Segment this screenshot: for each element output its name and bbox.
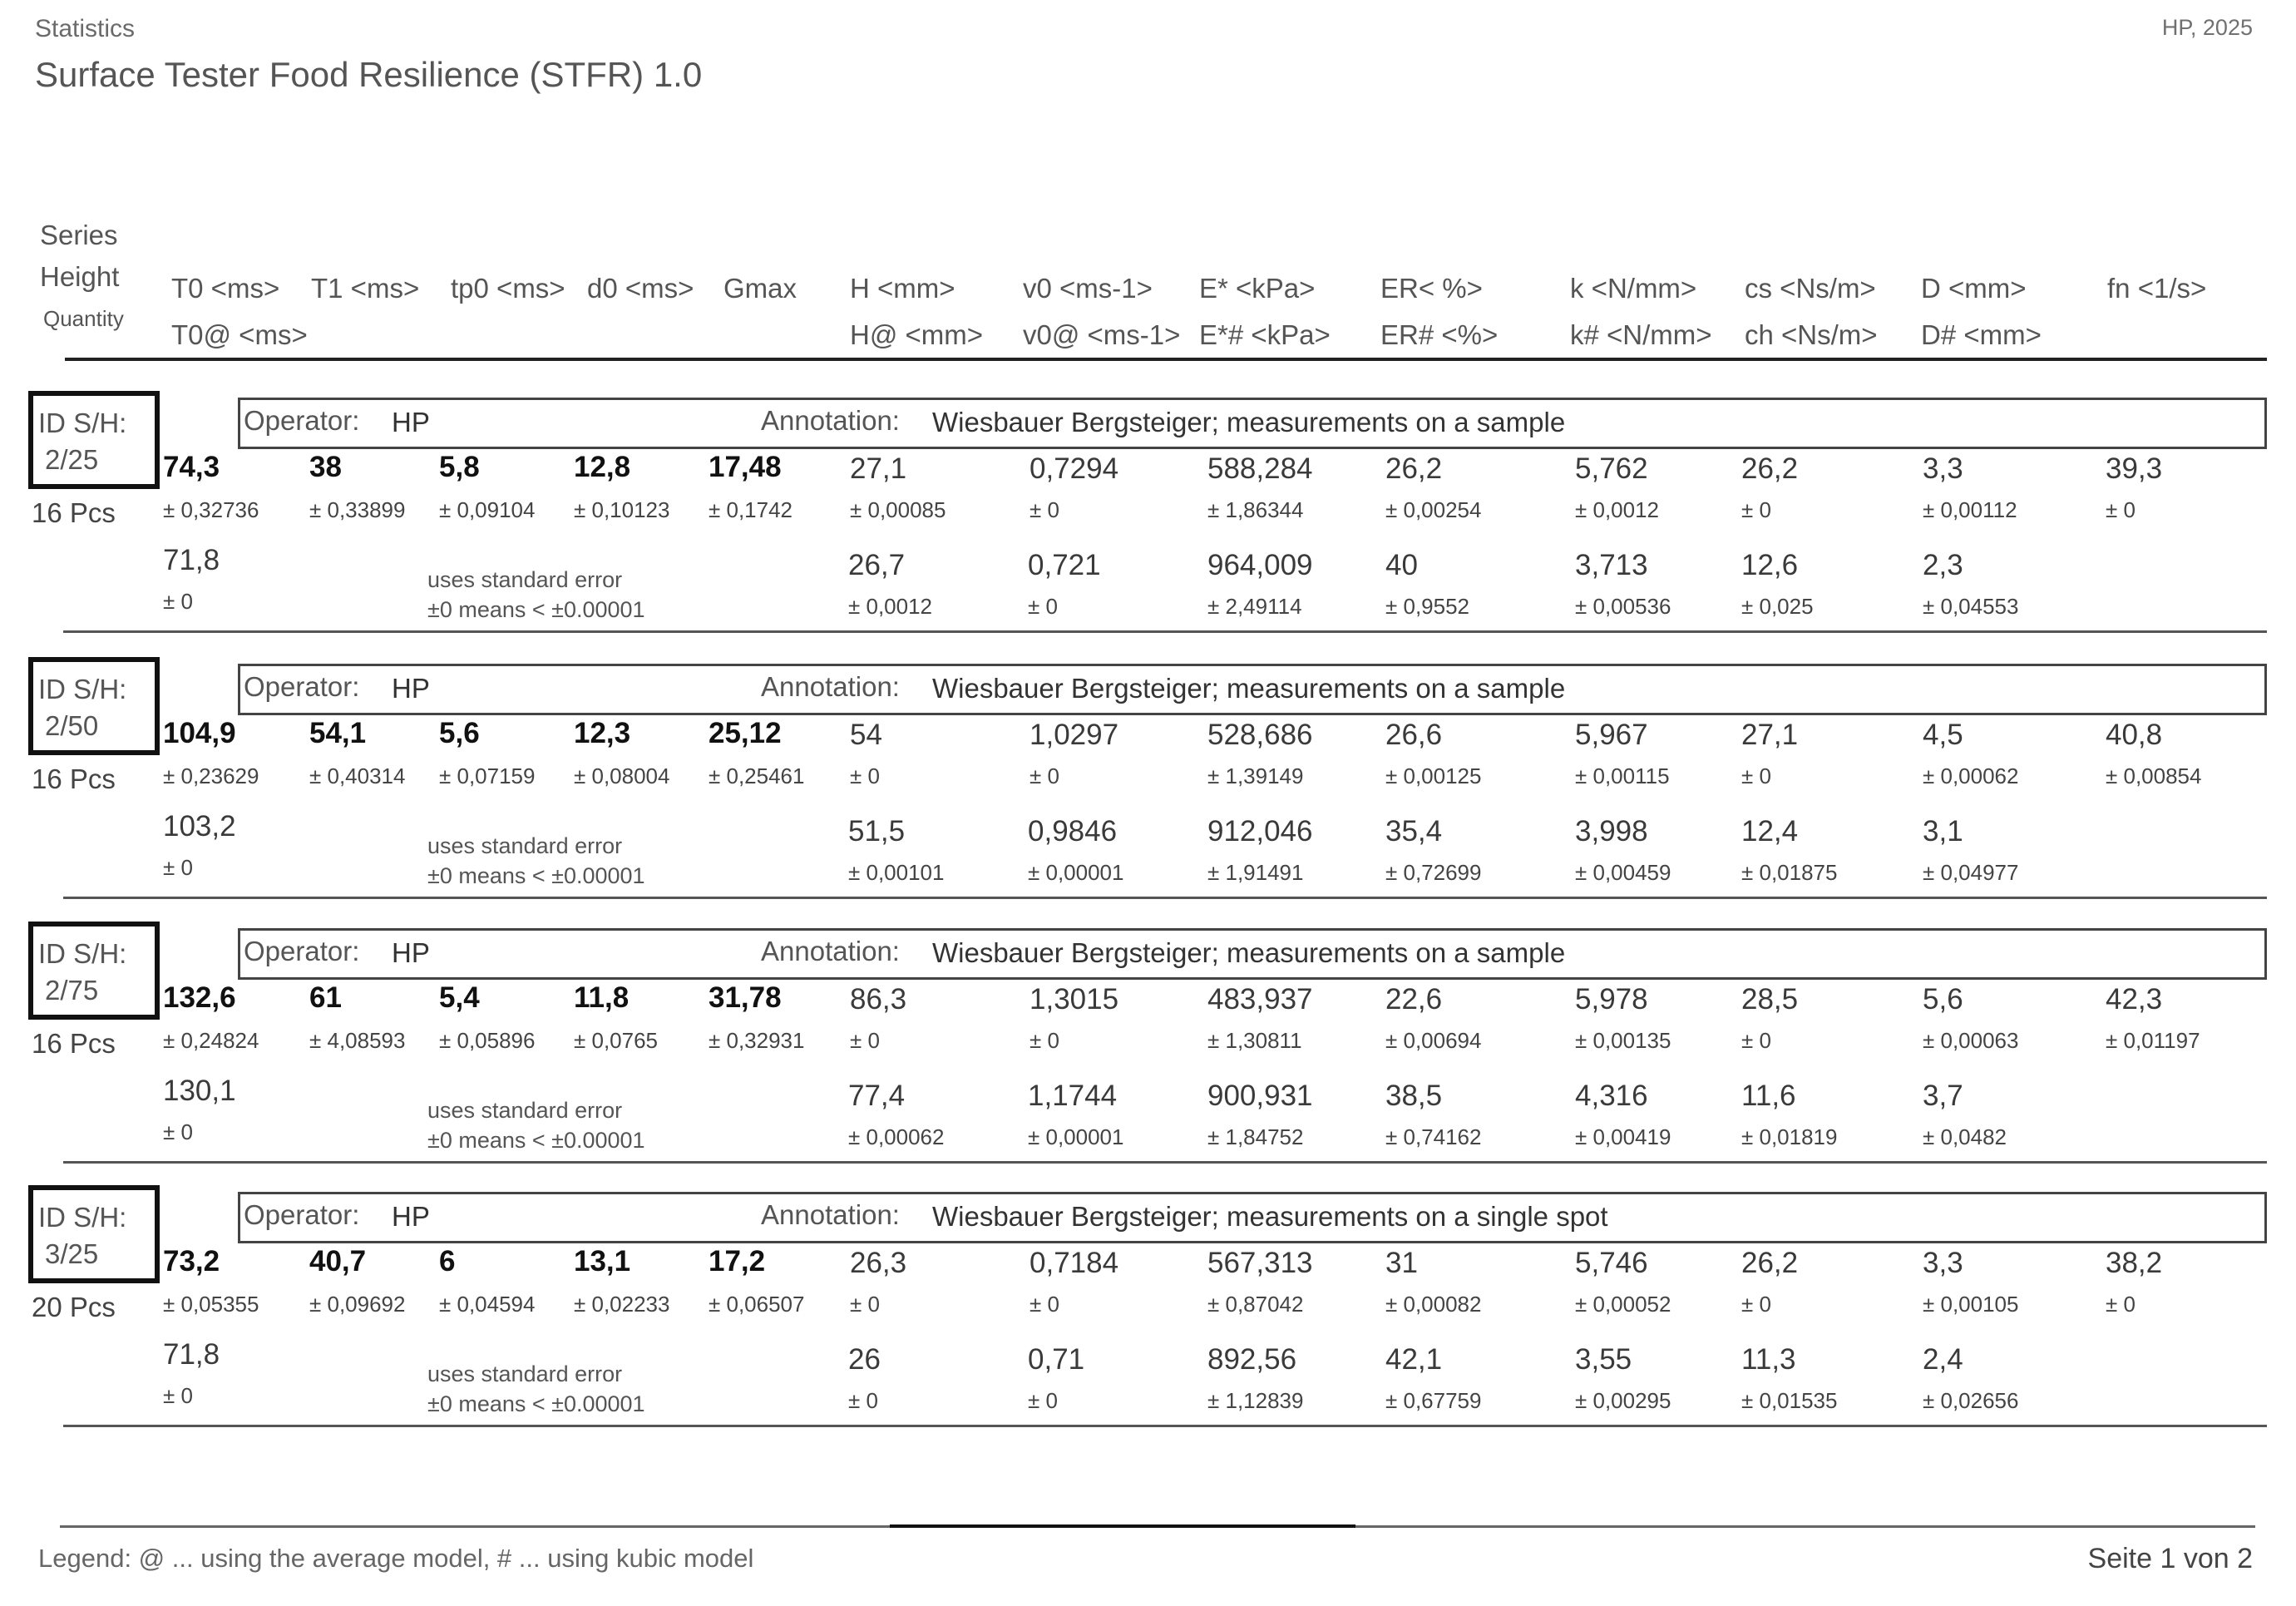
value-ch: 11,6 — [1741, 1080, 1796, 1112]
value-estar: 567,313 — [1207, 1247, 1313, 1279]
error-tp0: ± 0,04594 — [439, 1292, 536, 1317]
error-er: ± 0,00125 — [1385, 763, 1482, 788]
error-h: ± 0,00085 — [850, 497, 946, 522]
error-gmax: ± 0,32931 — [709, 1028, 805, 1053]
value-v0-avg: 0,9846 — [1028, 815, 1118, 847]
note-standard-error: uses standard error — [427, 1361, 623, 1386]
error-v0-avg: ± 0,00001 — [1028, 860, 1124, 885]
page-title: Surface Tester Food Resilience (STFR) 1.0 — [35, 55, 703, 94]
value-k-kubic: 3,998 — [1575, 815, 1648, 847]
value-gmax: 17,2 — [709, 1245, 766, 1277]
error-v0: ± 0 — [1029, 763, 1059, 788]
value-gmax: 17,48 — [709, 451, 782, 483]
value-t0: 73,2 — [163, 1245, 220, 1277]
value-estar-kubic: 964,009 — [1207, 549, 1313, 581]
value-er-kubic: 42,1 — [1385, 1343, 1443, 1376]
series-id-value: 2/50 — [45, 710, 99, 741]
value-k: 5,978 — [1575, 983, 1648, 1015]
value-d0: 11,8 — [574, 981, 630, 1014]
annotation-label: Annotation: — [761, 1199, 900, 1230]
value-er-kubic: 40 — [1385, 549, 1418, 581]
series-divider — [63, 630, 2267, 633]
error-t1: ± 0,40314 — [309, 763, 406, 788]
value-d: 4,5 — [1923, 719, 1963, 751]
value-d-kubic: 3,7 — [1923, 1080, 1963, 1112]
error-fn: ± 0 — [2106, 497, 2136, 522]
series-id-label: ID S/H: — [38, 674, 127, 704]
value-k-kubic: 4,316 — [1575, 1080, 1648, 1112]
col-header-ch: ch <Ns/m> — [1745, 319, 1878, 350]
col-header-k-kubic: k# <N/mm> — [1570, 319, 1712, 350]
value-fn: 38,2 — [2106, 1247, 2163, 1279]
series-id-value: 2/25 — [45, 444, 99, 475]
col-header-h-avg: H@ <mm> — [850, 319, 984, 350]
col-header-fn: fn <1/s> — [2107, 273, 2207, 304]
operator-value: HP — [392, 673, 430, 704]
error-gmax: ± 0,1742 — [709, 497, 793, 522]
error-estar: ± 1,86344 — [1207, 497, 1304, 522]
annotation-value: Wiesbauer Bergsteiger; measurements on a sample — [932, 673, 1566, 704]
col-header-estar-kubic: E*# <kPa> — [1199, 319, 1331, 350]
value-gmax: 31,78 — [709, 981, 782, 1014]
value-er-kubic: 35,4 — [1385, 815, 1443, 847]
row-header-quantity: Quantity — [43, 306, 124, 331]
error-tp0: ± 0,05896 — [439, 1028, 536, 1053]
value-estar-kubic: 892,56 — [1207, 1343, 1297, 1376]
value-d: 3,3 — [1923, 452, 1963, 485]
col-header-t0-avg: T0@ <ms> — [171, 319, 308, 350]
series-id-value: 2/75 — [45, 975, 99, 1006]
col-header-d: D <mm> — [1921, 273, 2027, 304]
error-estar-kubic: ± 1,12839 — [1207, 1388, 1304, 1413]
series-id-label: ID S/H: — [38, 1202, 127, 1233]
annotation-label: Annotation: — [761, 936, 900, 966]
series-id-box — [28, 391, 160, 489]
value-t1: 61 — [309, 981, 342, 1014]
error-h: ± 0 — [850, 1292, 880, 1317]
value-ch: 12,6 — [1741, 549, 1799, 581]
series-block-2-75 — [0, 922, 2296, 1171]
value-v0: 0,7184 — [1029, 1247, 1119, 1279]
value-tp0: 5,4 — [439, 981, 480, 1014]
error-t0: ± 0,23629 — [163, 763, 259, 788]
error-t0-avg: ± 0 — [163, 855, 193, 880]
value-v0: 1,0297 — [1029, 719, 1119, 751]
operator-label: Operator: — [244, 405, 360, 436]
error-v0: ± 0 — [1029, 1028, 1059, 1053]
error-er: ± 0,00694 — [1385, 1028, 1482, 1053]
series-divider — [63, 1425, 2267, 1427]
error-tp0: ± 0,09104 — [439, 497, 536, 522]
value-cs: 28,5 — [1741, 983, 1799, 1015]
error-k: ± 0,00052 — [1575, 1292, 1671, 1317]
error-d-kubic: ± 0,04977 — [1923, 860, 2019, 885]
col-header-h: H <mm> — [850, 273, 955, 304]
value-er: 31 — [1385, 1247, 1418, 1279]
series-quantity: 16 Pcs — [32, 1028, 116, 1059]
value-tp0: 5,8 — [439, 451, 480, 483]
value-cs: 26,2 — [1741, 452, 1799, 485]
col-header-v0-avg: v0@ <ms-1> — [1023, 319, 1181, 350]
value-h-avg: 77,4 — [848, 1080, 906, 1112]
error-v0-avg: ± 0 — [1028, 1388, 1058, 1413]
error-fn: ± 0 — [2106, 1292, 2136, 1317]
footer-divider-accent — [890, 1524, 1355, 1528]
operator-annotation-box — [238, 664, 2267, 715]
col-header-estar: E* <kPa> — [1199, 273, 1316, 304]
annotation-label: Annotation: — [761, 671, 900, 702]
row-header-series: Series — [40, 220, 118, 250]
error-v0: ± 0 — [1029, 1292, 1059, 1317]
error-t0-avg: ± 0 — [163, 1119, 193, 1144]
value-d0: 13,1 — [574, 1245, 631, 1277]
value-v0: 0,7294 — [1029, 452, 1119, 485]
value-gmax: 25,12 — [709, 717, 782, 749]
error-h-avg: ± 0,00062 — [848, 1124, 945, 1149]
error-k: ± 0,00135 — [1575, 1028, 1671, 1053]
value-k: 5,762 — [1575, 452, 1648, 485]
value-h: 86,3 — [850, 983, 907, 1015]
header-divider — [65, 358, 2267, 361]
error-h: ± 0 — [850, 1028, 880, 1053]
value-k: 5,967 — [1575, 719, 1648, 751]
col-header-gmax: Gmax — [723, 273, 797, 304]
annotation-value: Wiesbauer Bergsteiger; measurements on a sample — [932, 407, 1566, 437]
value-v0-avg: 0,721 — [1028, 549, 1101, 581]
error-d: ± 0,00063 — [1923, 1028, 2019, 1053]
note-zero-meaning: ±0 means < ±0.00001 — [427, 1391, 645, 1416]
value-estar-kubic: 900,931 — [1207, 1080, 1313, 1112]
page-indicator: Seite 1 von 2 — [2087, 1543, 2253, 1574]
value-tp0: 5,6 — [439, 717, 480, 749]
value-v0: 1,3015 — [1029, 983, 1119, 1015]
value-estar-kubic: 912,046 — [1207, 815, 1313, 847]
series-block-3-25 — [0, 1185, 2296, 1435]
error-t1: ± 4,08593 — [309, 1028, 406, 1053]
col-header-tp0: tp0 <ms> — [451, 273, 565, 304]
value-er: 22,6 — [1385, 983, 1443, 1015]
value-estar: 528,686 — [1207, 719, 1313, 751]
error-ch: ± 0,01535 — [1741, 1388, 1838, 1413]
error-estar: ± 1,30811 — [1207, 1028, 1302, 1053]
value-t0-avg: 71,8 — [163, 1338, 220, 1371]
error-er-kubic: ± 0,74162 — [1385, 1124, 1482, 1149]
error-d-kubic: ± 0,04553 — [1923, 594, 2019, 619]
error-t1: ± 0,33899 — [309, 497, 406, 522]
value-v0-avg: 1,1744 — [1028, 1080, 1118, 1112]
error-d-kubic: ± 0,0482 — [1923, 1124, 2007, 1149]
error-fn: ± 0,01197 — [2106, 1028, 2200, 1053]
series-quantity: 16 Pcs — [32, 763, 116, 794]
series-block-2-50 — [0, 657, 2296, 907]
error-t0: ± 0,32736 — [163, 497, 259, 522]
error-d: ± 0,00112 — [1923, 497, 2017, 522]
col-header-er-kubic: ER# <%> — [1380, 319, 1499, 350]
value-er: 26,6 — [1385, 719, 1443, 751]
value-t0-avg: 130,1 — [163, 1075, 236, 1107]
value-t1: 54,1 — [309, 717, 367, 749]
value-v0-avg: 0,71 — [1028, 1343, 1085, 1376]
operator-label: Operator: — [244, 936, 360, 966]
error-tp0: ± 0,07159 — [439, 763, 536, 788]
error-k-kubic: ± 0,00295 — [1575, 1388, 1671, 1413]
value-k-kubic: 3,55 — [1575, 1343, 1632, 1376]
error-cs: ± 0 — [1741, 1028, 1771, 1053]
value-k-kubic: 3,713 — [1575, 549, 1648, 581]
col-header-d0: d0 <ms> — [587, 273, 694, 304]
value-estar: 588,284 — [1207, 452, 1313, 485]
author-year: HP, 2025 — [2161, 15, 2253, 40]
error-k: ± 0,0012 — [1575, 497, 1660, 522]
error-d0: ± 0,10123 — [574, 497, 670, 522]
value-h: 27,1 — [850, 452, 907, 485]
series-id-label: ID S/H: — [38, 408, 127, 438]
operator-value: HP — [392, 937, 430, 968]
note-standard-error: uses standard error — [427, 833, 623, 858]
value-h-avg: 26 — [848, 1343, 881, 1376]
error-d: ± 0,00062 — [1923, 763, 2019, 788]
error-estar-kubic: ± 2,49114 — [1207, 594, 1302, 619]
series-id-box — [28, 922, 160, 1020]
note-zero-meaning: ±0 means < ±0.00001 — [427, 1128, 645, 1153]
value-t0: 74,3 — [163, 451, 220, 483]
error-cs: ± 0 — [1741, 1292, 1771, 1317]
series-quantity: 20 Pcs — [32, 1292, 116, 1322]
error-k-kubic: ± 0,00536 — [1575, 594, 1671, 619]
operator-value: HP — [392, 1201, 430, 1232]
value-er-kubic: 38,5 — [1385, 1080, 1443, 1112]
error-estar-kubic: ± 1,91491 — [1207, 860, 1304, 885]
value-t0: 104,9 — [163, 717, 236, 749]
value-d-kubic: 2,4 — [1923, 1343, 1963, 1376]
operator-annotation-box — [238, 398, 2267, 449]
error-fn: ± 0,00854 — [2106, 763, 2202, 788]
series-id-value: 3/25 — [45, 1238, 99, 1269]
col-header-t0: T0 <ms> — [171, 273, 280, 304]
error-h-avg: ± 0,00101 — [848, 860, 945, 885]
operator-label: Operator: — [244, 1199, 360, 1230]
value-cs: 27,1 — [1741, 719, 1799, 751]
error-er: ± 0,00254 — [1385, 497, 1482, 522]
error-k: ± 0,00115 — [1575, 763, 1670, 788]
error-k-kubic: ± 0,00419 — [1575, 1124, 1671, 1149]
value-fn: 42,3 — [2106, 983, 2163, 1015]
value-d0: 12,8 — [574, 451, 631, 483]
value-fn: 39,3 — [2106, 452, 2163, 485]
series-divider — [63, 897, 2267, 899]
value-k: 5,746 — [1575, 1247, 1648, 1279]
col-header-cs: cs <Ns/m> — [1745, 273, 1876, 304]
note-zero-meaning: ±0 means < ±0.00001 — [427, 597, 645, 622]
error-t0: ± 0,24824 — [163, 1028, 259, 1053]
value-d-kubic: 3,1 — [1923, 815, 1963, 847]
value-d0: 12,3 — [574, 717, 631, 749]
note-standard-error: uses standard error — [427, 1098, 623, 1123]
error-gmax: ± 0,25461 — [709, 763, 805, 788]
value-d-kubic: 2,3 — [1923, 549, 1963, 581]
value-cs: 26,2 — [1741, 1247, 1799, 1279]
series-quantity: 16 Pcs — [32, 497, 116, 528]
error-ch: ± 0,01819 — [1741, 1124, 1838, 1149]
value-d: 3,3 — [1923, 1247, 1963, 1279]
series-block-2-25 — [0, 391, 2296, 640]
operator-value: HP — [392, 407, 430, 437]
col-header-v0: v0 <ms-1> — [1023, 273, 1153, 304]
value-estar: 483,937 — [1207, 983, 1313, 1015]
annotation-value: Wiesbauer Bergsteiger; measurements on a sample — [932, 937, 1566, 968]
series-id-box — [28, 657, 160, 755]
annotation-label: Annotation: — [761, 405, 900, 436]
series-id-box — [28, 1185, 160, 1283]
note-zero-meaning: ±0 means < ±0.00001 — [427, 863, 645, 888]
error-gmax: ± 0,06507 — [709, 1292, 805, 1317]
value-h-avg: 26,7 — [848, 549, 906, 581]
error-v0: ± 0 — [1029, 497, 1059, 522]
operator-label: Operator: — [244, 671, 360, 702]
error-estar: ± 0,87042 — [1207, 1292, 1304, 1317]
legend: Legend: @ ... using the average model, # ... using kubic model — [38, 1544, 754, 1573]
error-t0-avg: ± 0 — [163, 1383, 193, 1408]
col-header-d-kubic: D# <mm> — [1921, 319, 2042, 350]
value-ch: 12,4 — [1741, 815, 1799, 847]
error-cs: ± 0 — [1741, 763, 1771, 788]
error-d0: ± 0,08004 — [574, 763, 670, 788]
error-d0: ± 0,02233 — [574, 1292, 670, 1317]
error-h-avg: ± 0,0012 — [848, 594, 933, 619]
error-t0-avg: ± 0 — [163, 589, 193, 614]
col-header-k: k <N/mm> — [1570, 273, 1697, 304]
error-v0-avg: ± 0 — [1028, 594, 1058, 619]
error-h: ± 0 — [850, 763, 880, 788]
value-d: 5,6 — [1923, 983, 1963, 1015]
row-header-height: Height — [40, 261, 120, 292]
section-label: Statistics — [35, 15, 136, 42]
value-t0: 132,6 — [163, 981, 236, 1014]
value-h: 54 — [850, 719, 882, 751]
col-header-t1: T1 <ms> — [311, 273, 420, 304]
series-id-label: ID S/H: — [38, 938, 127, 969]
error-d-kubic: ± 0,02656 — [1923, 1388, 2019, 1413]
error-d: ± 0,00105 — [1923, 1292, 2019, 1317]
value-h: 26,3 — [850, 1247, 907, 1279]
value-t1: 40,7 — [309, 1245, 367, 1277]
value-h-avg: 51,5 — [848, 815, 906, 847]
error-t0: ± 0,05355 — [163, 1292, 259, 1317]
operator-annotation-box — [238, 928, 2267, 980]
error-er-kubic: ± 0,72699 — [1385, 860, 1482, 885]
error-k-kubic: ± 0,00459 — [1575, 860, 1671, 885]
error-ch: ± 0,01875 — [1741, 860, 1838, 885]
value-er: 26,2 — [1385, 452, 1443, 485]
error-er-kubic: ± 0,67759 — [1385, 1388, 1482, 1413]
error-v0-avg: ± 0,00001 — [1028, 1124, 1124, 1149]
value-tp0: 6 — [439, 1245, 456, 1277]
error-er-kubic: ± 0,9552 — [1385, 594, 1470, 619]
series-divider — [63, 1161, 2267, 1164]
error-t1: ± 0,09692 — [309, 1292, 406, 1317]
operator-annotation-box — [238, 1192, 2267, 1243]
error-er: ± 0,00082 — [1385, 1292, 1482, 1317]
error-h-avg: ± 0 — [848, 1388, 878, 1413]
value-t0-avg: 103,2 — [163, 810, 236, 843]
error-cs: ± 0 — [1741, 497, 1771, 522]
error-estar: ± 1,39149 — [1207, 763, 1304, 788]
error-ch: ± 0,025 — [1741, 594, 1814, 619]
error-d0: ± 0,0765 — [574, 1028, 659, 1053]
value-t0-avg: 71,8 — [163, 544, 220, 576]
value-fn: 40,8 — [2106, 719, 2163, 751]
col-header-er: ER< %> — [1380, 273, 1483, 304]
value-ch: 11,3 — [1741, 1343, 1796, 1376]
error-estar-kubic: ± 1,84752 — [1207, 1124, 1304, 1149]
annotation-value: Wiesbauer Bergsteiger; measurements on a single spot — [932, 1201, 1608, 1232]
note-standard-error: uses standard error — [427, 567, 623, 592]
value-t1: 38 — [309, 451, 342, 483]
